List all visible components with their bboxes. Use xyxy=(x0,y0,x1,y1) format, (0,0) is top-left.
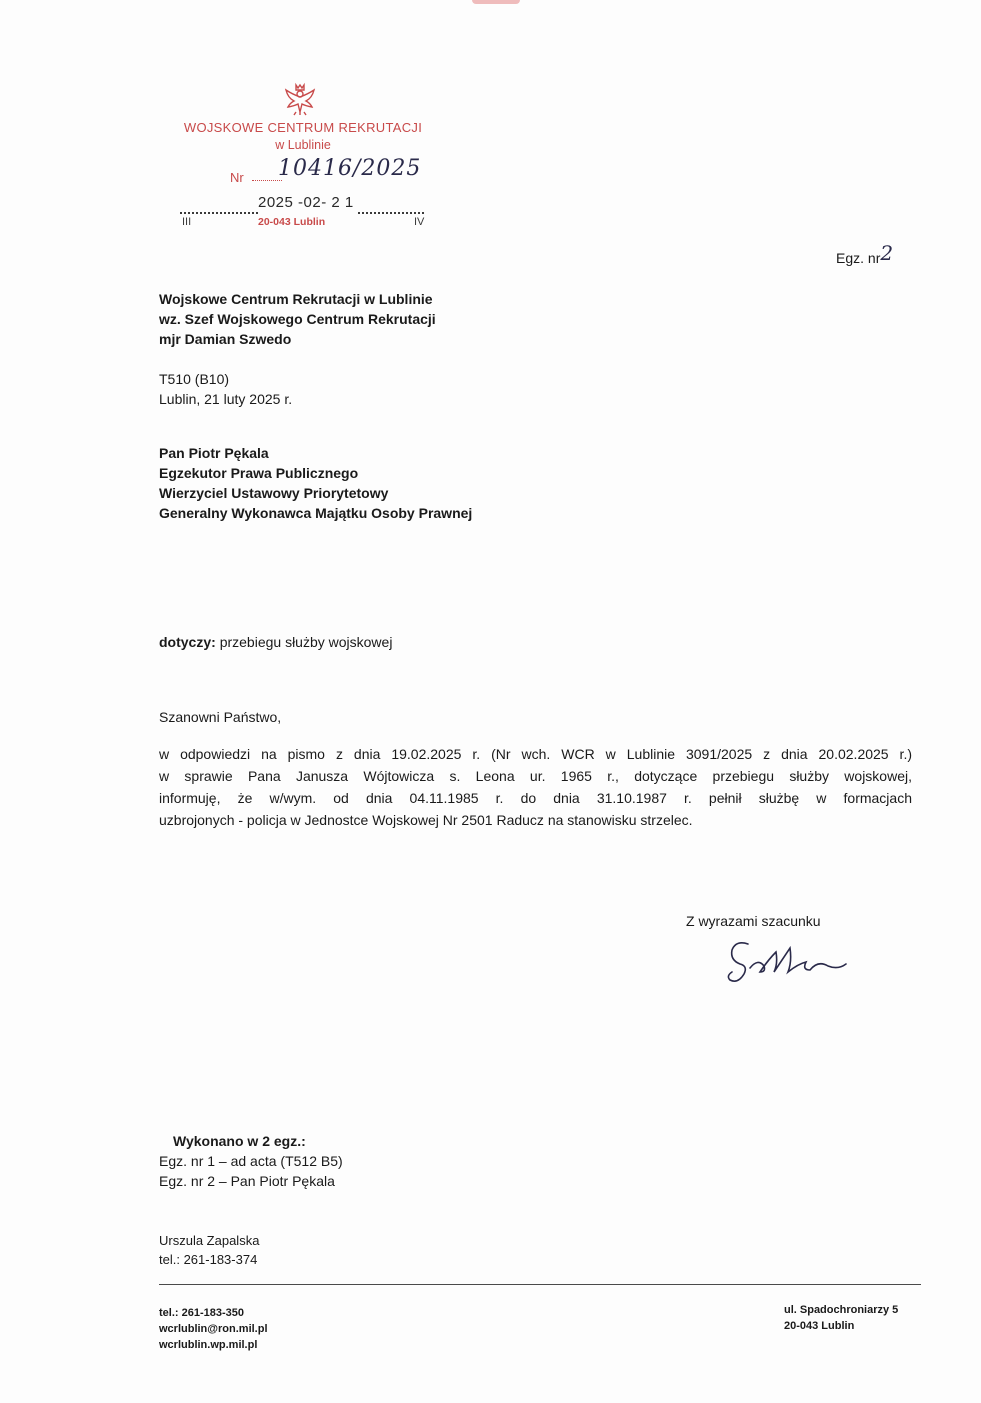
copies-title: Wykonano w 2 egz.: xyxy=(173,1133,306,1149)
handwritten-signature xyxy=(718,930,858,990)
stamp-nr-label: Nr xyxy=(230,170,244,185)
recipient-line: Generalny Wykonawca Majątku Osoby Prawnej xyxy=(159,505,473,521)
stamp-city: w Lublinie xyxy=(275,138,331,152)
subject-line xyxy=(159,632,392,652)
recipient-block xyxy=(159,443,472,523)
copy-number-label: Egz. nr xyxy=(836,250,881,266)
sender-block xyxy=(159,289,436,349)
place-date: Lublin, 21 luty 2025 r. xyxy=(159,391,293,407)
body-line: w sprawie Pana Janusza Wójtowicza s. Leona ur. 1965 r., dotyczące przebiegu służby wojskowej, xyxy=(159,768,912,784)
footer-street: ul. Spadochroniarzy 5 xyxy=(784,1304,899,1316)
author-phone: tel.: 261-183-374 xyxy=(159,1252,258,1267)
reference-block xyxy=(159,369,292,409)
sender-line: wz. Szef Wojskowego Centrum Rekrutacji xyxy=(159,311,436,327)
copies-block xyxy=(159,1131,343,1191)
stamp-date-dotted-line-right xyxy=(358,212,424,214)
letter-body xyxy=(159,743,912,831)
reference-code: T510 (B10) xyxy=(159,371,230,387)
stamp-mark-left: III xyxy=(182,216,192,228)
eagle-emblem-icon xyxy=(282,82,318,116)
footer-postal-city: 20-043 Lublin xyxy=(784,1320,855,1332)
salutation: Szanowni Państwo, xyxy=(159,709,282,725)
closing: Z wyrazami szacunku xyxy=(686,913,821,929)
recipient-line: Wierzyciel Ustawowy Priorytetowy xyxy=(159,485,389,501)
registry-stamp xyxy=(168,82,438,232)
footer-divider xyxy=(159,1284,921,1285)
subject-label: dotyczy: xyxy=(159,634,216,650)
stamp-nr-handwritten: 10416/2025 xyxy=(278,156,422,181)
copies-item: Egz. nr 1 – ad acta (T512 B5) xyxy=(159,1153,343,1169)
footer-website: wcrlublin.wp.mil.pl xyxy=(159,1339,258,1351)
recipient-line: Pan Piotr Pękala xyxy=(159,445,269,461)
copies-item: Egz. nr 2 – Pan Piotr Pękala xyxy=(159,1173,335,1189)
subject-text: przebiegu służby wojskowej xyxy=(219,634,393,650)
body-line: uzbrojonych - policja w Jednostce Wojskowej Nr 2501 Raducz na stanowisku strzelec. xyxy=(159,812,693,828)
stamp-date: 2025 -02- 2 1 xyxy=(258,194,354,211)
author-block xyxy=(159,1231,259,1269)
recipient-line: Egzekutor Prawa Publicznego xyxy=(159,465,359,481)
body-line: informuję, że w/wym. od dnia 04.11.1985 r. do dnia 31.10.1987 r. pełnił służbę w formacjach xyxy=(159,790,912,806)
top-edge-mark xyxy=(472,0,520,4)
footer-address xyxy=(784,1302,898,1334)
author-name: Urszula Zapalska xyxy=(159,1233,260,1248)
stamp-institution: WOJSKOWE CENTRUM REKRUTACJI xyxy=(183,120,423,135)
footer-contact xyxy=(159,1305,268,1353)
copy-number-handwritten: 2 xyxy=(880,241,894,265)
stamp-date-dotted-line-left xyxy=(180,212,258,214)
stamp-mark-right: IV xyxy=(414,216,425,228)
sender-line: mjr Damian Szwedo xyxy=(159,331,292,347)
stamp-postal: 20-043 Lublin xyxy=(258,216,326,228)
footer-phone: tel.: 261-183-350 xyxy=(159,1307,244,1319)
footer-email: wcrlublin@ron.mil.pl xyxy=(159,1323,268,1335)
copy-number xyxy=(836,241,894,268)
body-line: w odpowiedzi na pismo z dnia 19.02.2025 r. (Nr wch. WCR w Lublinie 3091/2025 z dnia 20.02.2025 r.) xyxy=(159,746,912,762)
sender-line: Wojskowe Centrum Rekrutacji w Lublinie xyxy=(159,291,433,307)
